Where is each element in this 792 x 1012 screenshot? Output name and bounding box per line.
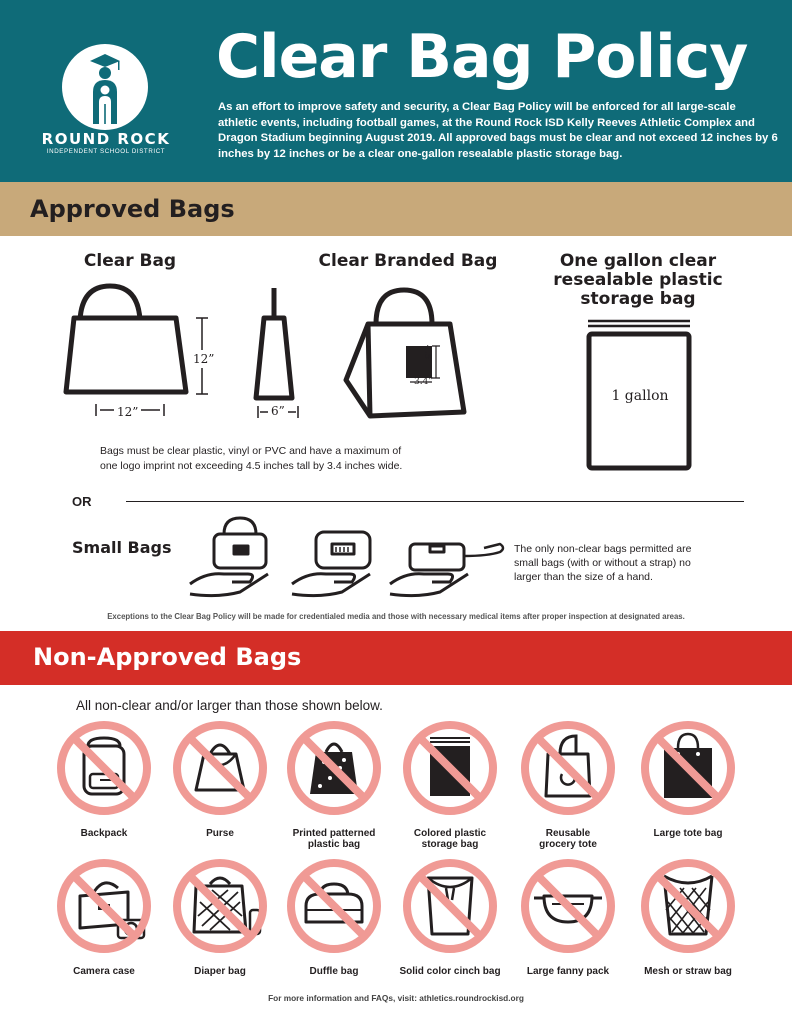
- branded-bag-icon: [340, 284, 470, 420]
- item-label: [508, 828, 628, 850]
- prohibited-icon: [407, 725, 493, 811]
- small-bags-label: Small Bags: [72, 538, 172, 557]
- cinch-bag-icon: [395, 851, 505, 961]
- item-label-line: storage bag: [421, 839, 479, 850]
- prohibited-icon: [291, 863, 377, 949]
- item-label-line: Diaper bag: [194, 966, 246, 977]
- diaper-bag-icon: [165, 851, 275, 961]
- hand-bag-icon: [190, 518, 268, 596]
- prohibited-icon: [177, 725, 263, 811]
- note-line: small bags (with or without a strap) no: [514, 557, 691, 569]
- item-label: [44, 828, 164, 839]
- gallon-bag-label: [540, 252, 736, 309]
- prohibited-icon: [177, 863, 263, 949]
- clear-bag-height: 12”: [193, 352, 215, 366]
- purse-icon: [165, 713, 275, 823]
- or-label: OR: [72, 494, 92, 509]
- item-label-line: grocery tote: [539, 839, 597, 850]
- prohibited-icon: [525, 725, 611, 811]
- item-label-line: Printed patterned: [292, 828, 376, 839]
- item-label: [274, 966, 394, 977]
- fanny-pack-icon: [513, 851, 623, 961]
- note-line: The only non-clear bags permitted are: [514, 543, 692, 555]
- prohibited-icon: [645, 725, 731, 811]
- backpack-icon: [49, 713, 159, 823]
- colored-storage-bag-icon: [395, 713, 505, 823]
- clear-bag-side-icon: [252, 286, 302, 420]
- divider: [126, 501, 744, 502]
- camera-case-icon: [49, 851, 159, 961]
- small-bags-icons: [188, 512, 508, 598]
- item-label: [628, 966, 748, 977]
- footer-info: For more information and FAQs, visit: athletics.roundrockisd.org: [268, 993, 524, 1003]
- graduate-logo-icon: [62, 44, 148, 130]
- rules-line: Bags must be clear plastic, vinyl or PVC and have a maximum of: [100, 445, 402, 457]
- item-label-line: Colored plastic: [413, 828, 487, 839]
- item-label-line: Backpack: [80, 828, 128, 839]
- branded-bag-label: Clear Branded Bag: [318, 251, 498, 271]
- item-label-line: Duffle bag: [309, 966, 359, 977]
- item-label-line: Large tote bag: [653, 828, 723, 839]
- non-approved-title: Non-Approved Bags: [33, 643, 302, 671]
- district-logo: [62, 44, 148, 130]
- clear-bag-label: Clear Bag: [83, 251, 177, 271]
- duffle-bag-icon: [279, 851, 389, 961]
- prohibited-icon: [291, 725, 377, 811]
- item-label: [160, 966, 280, 977]
- small-bags-note: [514, 542, 734, 584]
- item-label-line: Camera case: [73, 966, 135, 977]
- printed-bag-icon: [279, 713, 389, 823]
- prohibited-icon: [407, 863, 493, 949]
- gallon-label-line: resealable plastic: [553, 270, 723, 290]
- mesh-bag-icon: [633, 851, 743, 961]
- item-label: [508, 966, 628, 977]
- gallon-label-line: One gallon clear: [559, 251, 717, 271]
- note-line: larger than the size of a hand.: [514, 571, 653, 583]
- clear-bag-depth: 6”: [268, 404, 288, 418]
- item-label-line: Mesh or straw bag: [644, 966, 732, 977]
- item-label-line: Large fanny pack: [526, 966, 610, 977]
- gallon-label-line: storage bag: [580, 289, 696, 309]
- bag-rules: [100, 444, 480, 474]
- clear-bag-width: 12”: [114, 405, 141, 419]
- item-label: [390, 828, 510, 850]
- hand-wallet-icon: [292, 532, 370, 596]
- item-label: [628, 828, 748, 839]
- gallon-inner-text: 1 gallon: [611, 388, 669, 404]
- item-label: [390, 966, 510, 977]
- logo-width: 3.4”: [414, 377, 433, 387]
- item-label: [274, 828, 394, 850]
- non-approved-subtitle: All non-clear and/or larger than those shown below.: [76, 698, 383, 713]
- page-title: Clear Bag Policy: [216, 22, 748, 92]
- org-name: ROUND ROCK: [41, 130, 171, 148]
- grocery-tote-icon: [513, 713, 623, 823]
- item-label-line: Purse: [206, 828, 234, 839]
- prohibited-icon: [61, 863, 147, 949]
- item-label: [44, 966, 164, 977]
- rules-line: one logo imprint not exceeding 4.5 inches tall by 3.4 inches wide.: [100, 460, 403, 472]
- logo-height: 4.5”: [422, 345, 432, 364]
- org-subtitle: INDEPENDENT SCHOOL DISTRICT: [46, 148, 166, 155]
- item-label-line: plastic bag: [307, 839, 361, 850]
- prohibited-icon: [645, 863, 731, 949]
- item-label-line: Reusable: [545, 828, 591, 839]
- prohibited-icon: [61, 725, 147, 811]
- item-label-line: Solid color cinch bag: [399, 966, 501, 977]
- hand-wristlet-icon: [390, 544, 503, 596]
- prohibited-icon: [525, 863, 611, 949]
- intro-text: As an effort to improve safety and security, a Clear Bag Policy will be enforced for all large-scale athletic events, including football games, at the Round Rock ISD Kelly Reeves Athletic Complex and Dragon Stadium beginning August 2019. All approved bags must be clear and not exceed 12 inches by 6 inches by 12 inches or be a clear one-gallon resealable plastic storage bag.: [218, 101, 778, 160]
- large-tote-icon: [633, 713, 743, 823]
- approved-title: Approved Bags: [30, 195, 235, 223]
- item-label: [160, 828, 280, 839]
- exceptions-note: Exceptions to the Clear Bag Policy will be made for credentialed media and those with necessary medical items after proper inspection at designated areas.: [107, 612, 685, 621]
